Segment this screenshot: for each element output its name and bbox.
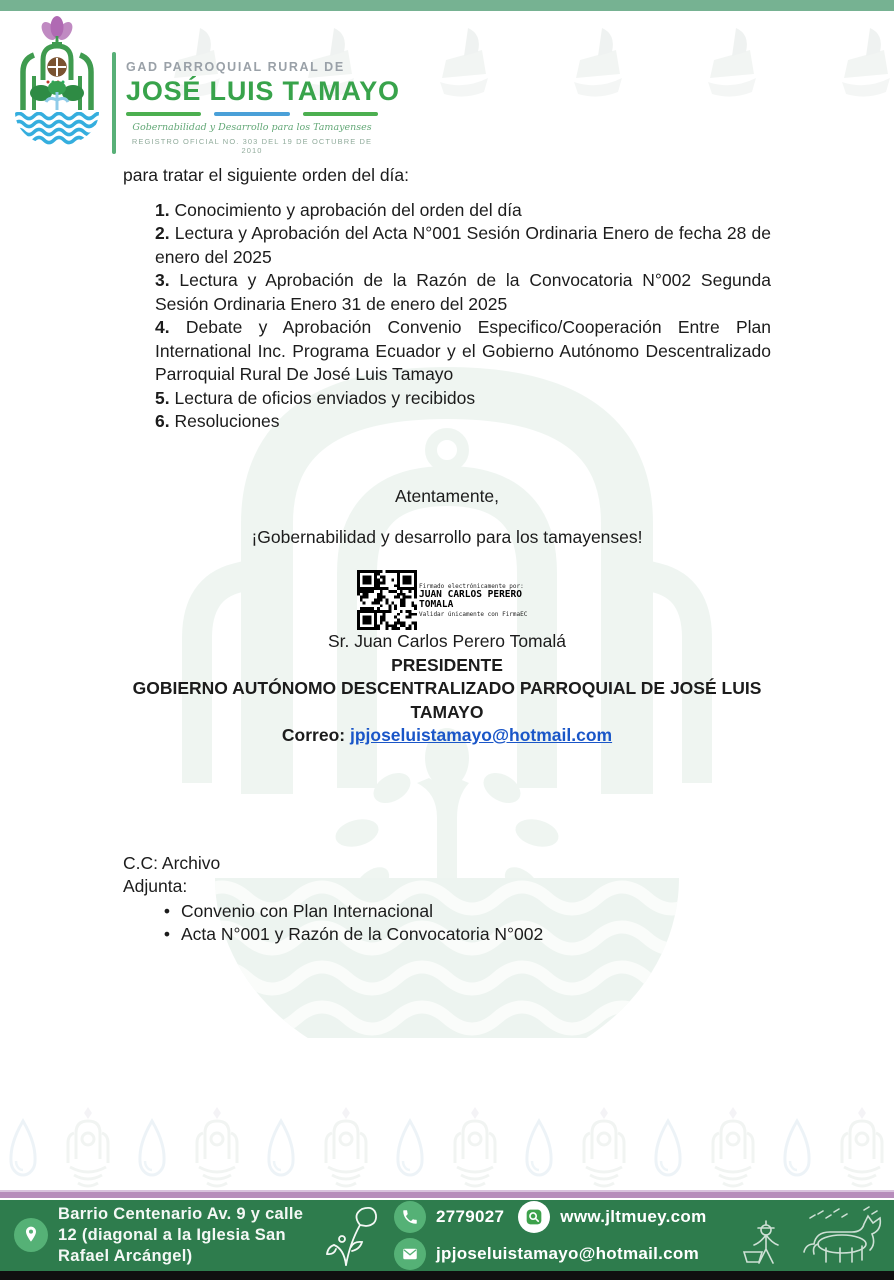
signer-org: GOBIERNO AUTÓNOMO DESCENTRALIZADO PARROQUIAL DE JOSÉ LUIS TAMAYO [132,678,762,722]
signer-name: Sr. Juan Carlos Perero Tomalá [328,631,566,651]
footer-divider [0,1190,894,1198]
header-divider [112,52,116,154]
signer-role: PRESIDENTE [391,654,503,675]
crest-watermark-icon [320,1103,372,1194]
bottom-black-bar [0,1271,894,1280]
drop-watermark-icon [522,1115,556,1194]
agenda-list [155,199,771,434]
electronic-signature [123,570,771,630]
footer-banner [0,1200,894,1271]
web-search-icon [518,1201,550,1233]
drop-watermark-icon [264,1115,298,1194]
top-green-bar [0,0,894,11]
crest-watermark-icon [578,1103,630,1194]
footer-website: www.jltmuey.com [518,1201,706,1233]
drop-watermark-icon [6,1115,40,1194]
flower-art-icon [316,1205,382,1267]
crest-watermark-icon [449,1103,501,1194]
slogan-line: ¡Gobernabilidad y desarrollo para los tamayenses! [251,526,643,547]
agenda-item: 6. Resoluciones [155,411,280,431]
phone-icon [394,1201,426,1233]
agenda-item: 5. Lectura de oficios enviados y recibidos [155,387,476,408]
header-underlines [126,112,378,116]
agenda-item: 3. Lectura y Aprobación de la Razón de la Convocatoria N°002 Segunda Sesión Ordinaria Enero 31 de enero del 2025 [155,270,771,314]
bottom-watermark-band [6,1106,888,1194]
drop-watermark-icon [651,1115,685,1194]
farmer-donkey-art-icon [714,1204,884,1268]
registro-oficial: REGISTRO OFICIAL NO. 303 DEL 19 DE OCTUBRE DE 2010 [131,136,373,155]
drop-watermark-icon [780,1115,814,1194]
org-type-label: GAD PARROQUIAL RURAL DE [126,60,345,74]
attach-label: Adjunta: [123,876,188,896]
agenda-item: 1. Conocimiento y aprobación del orden del día [155,199,522,220]
cc-block [123,852,771,947]
email-line: Correo: jpjoseluistamayo@hotmail.com [281,725,613,745]
signature-stamp: Firmado electrónicamente por: JUAN CARLOS PERERO TOMALA Validar únicamente con FirmaEC [419,582,528,618]
boat-watermark-icon [562,20,634,103]
crest-watermark-icon [707,1103,759,1194]
boat-watermark-icon [696,20,768,103]
drop-watermark-icon [393,1115,427,1194]
org-tagline: Gobernabilidad y Desarrollo para los Tamayenses [132,121,372,133]
footer-address: Barrio Centenario Av. 9 y calle 12 (diagonal a la Iglesia San Rafael Arcángel) [58,1204,304,1266]
email-link[interactable]: jpjoseluistamayo@hotmail.com [349,725,613,745]
footer-contacts [394,1201,707,1270]
footer-phone: 2779027 [394,1201,504,1233]
crest-watermark-icon [191,1103,243,1194]
letter-body [123,164,771,947]
attachment-item: • Acta N°001 y Razón de la Convocatoria N°002 [153,923,771,947]
letterhead [10,14,400,155]
intro-line: para tratar el siguiente orden del día: [123,165,410,185]
attachment-item: • Convenio con Plan Internacional [153,900,771,924]
org-name: JOSÉ LUIS TAMAYO [126,76,400,106]
footer-email: jpjoseluistamayo@hotmail.com [394,1238,699,1270]
cc-line: C.C: Archivo [123,852,221,873]
boat-watermark-icon [428,20,500,103]
agenda-item: 4. Debate y Aprobación Convenio Especifico/Cooperación Entre Plan International Inc. Programa Ecuador y el Gobierno Autónomo Descentralizado Parroquial Rural De José Luis Tamayo [155,317,771,384]
drop-watermark-icon [135,1115,169,1194]
org-logo [10,14,104,150]
crest-watermark-icon [62,1103,114,1194]
mail-icon [394,1238,426,1270]
agenda-item: 2. Lectura y Aprobación del Acta N°001 Sesión Ordinaria Enero de fecha 28 de enero del 2025 [155,223,771,267]
location-pin-icon [14,1218,48,1252]
closing-line: Atentamente, [394,485,500,506]
crest-watermark-icon [836,1103,888,1194]
qr-code [357,570,417,630]
attachments-list [153,900,771,947]
boat-watermark-icon [830,20,894,103]
